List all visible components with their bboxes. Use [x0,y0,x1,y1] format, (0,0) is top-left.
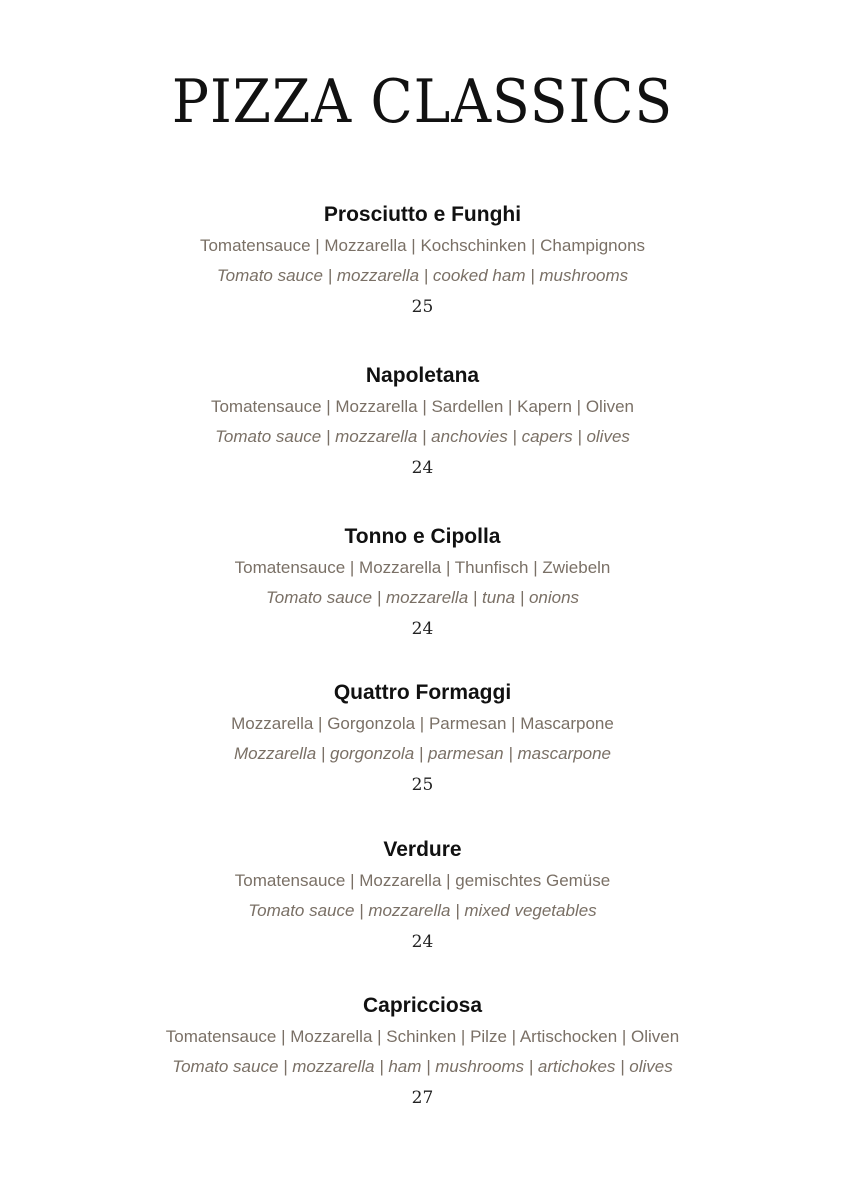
item-ingredients-german: Tomatensauce | Mozzarella | Schinken | Pilze | Artischocken | Oliven [165,1027,680,1046]
item-name: Verdure [383,838,462,861]
item-ingredients-german: Mozzarella | Gorgonzola | Parmesan | Mascarpone [231,714,614,733]
item-price: 24 [411,619,434,639]
item-ingredients-english: Tomato sauce | mozzarella | anchovies | capers | olives [215,427,630,446]
item-name: Prosciutto e Funghi [323,203,522,226]
menu-item-capricciosa [0,993,845,1109]
item-ingredients-german: Tomatensauce | Mozzarella | Kochschinken | Champignons [199,236,646,255]
item-price: 25 [411,297,434,317]
menu-item-quattro-formaggi [0,680,845,796]
page-title: PIZZA CLASSICS [171,67,674,137]
item-ingredients-german: Tomatensauce | Mozzarella | gemischtes Gemüse [234,871,611,890]
item-name: Tonno e Cipolla [344,525,501,548]
item-name: Capricciosa [362,994,483,1017]
menu-item-napoletana [0,363,845,479]
menu-item-tonno-e-cipolla [0,524,845,640]
item-price: 24 [411,932,434,952]
menu-item-prosciutto-e-funghi [0,202,845,318]
item-ingredients-english: Tomato sauce | mozzarella | mixed vegetables [248,901,597,920]
item-ingredients-german: Tomatensauce | Mozzarella | Thunfisch | Zwiebeln [234,558,611,577]
item-ingredients-english: Tomato sauce | mozzarella | ham | mushrooms | artichokes | olives [172,1057,673,1076]
item-ingredients-german: Tomatensauce | Mozzarella | Sardellen | Kapern | Oliven [210,397,635,416]
item-ingredients-english: Tomato sauce | mozzarella | tuna | onions [265,588,580,607]
item-price: 25 [411,775,434,795]
item-ingredients-english: Tomato sauce | mozzarella | cooked ham | mushrooms [216,266,629,285]
menu-item-verdure [0,837,845,953]
item-name: Napoletana [365,364,480,387]
item-price: 24 [411,458,434,478]
item-name: Quattro Formaggi [333,681,512,704]
item-price: 27 [411,1088,434,1108]
item-ingredients-english: Mozzarella | gorgonzola | parmesan | mascarpone [233,744,612,763]
